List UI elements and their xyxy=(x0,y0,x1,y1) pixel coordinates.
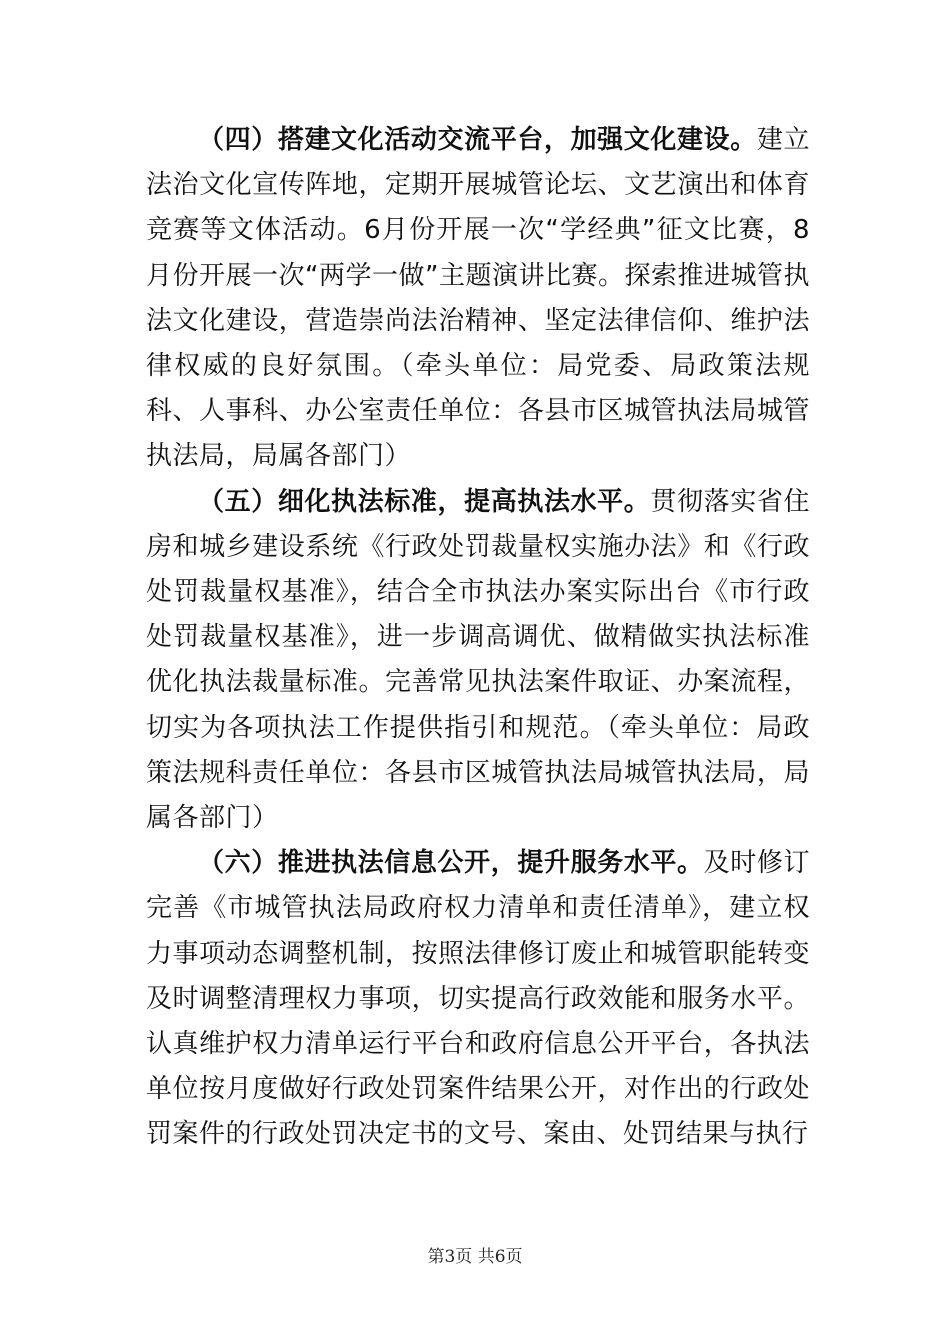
paragraph-enforcement-standards xyxy=(146,480,810,842)
paragraph-culture-platform xyxy=(146,118,810,480)
paragraph-heading: （四）搭建文化活动交流平台，加强文化建设。 xyxy=(198,125,757,155)
paragraph-heading: （六）推进执法信息公开，提升服务水平。 xyxy=(198,848,704,879)
paragraph-text: 及时修订完善《市城管执法局政府权力清单和责任清单》，建立权力事项动态调整机制，按照法律修订废止和城管职能转变及时调整清理权力事项，切实提高行政效能和服务水平。认真维护权力清单运行平台和政府信息公开平台，各执法单位按月度做好行政处罚案件结果公开，对作出的行政处罚案件的行政处罚决定书的文号、案由、处罚结果与执行 xyxy=(146,848,810,1150)
paragraph-text: 贯彻落实省住房和城乡建设系统《行政处罚裁量权实施办法》和《行政处罚裁量权基准》，结合全市执法办案实际出台《市行政处罚裁量权基准》，进一步调高调优、做精做实执法标准优化执法裁量标准。完善常见执法案件取证、办案流程，切实为各项执法工作提供指引和规范。（牵头单位：局政策法规科责任单位：各县市区城管执法局城管执法局，局属各部门） xyxy=(146,486,810,834)
page-number-footer: 第3页 共6页 xyxy=(427,1247,523,1267)
document-body xyxy=(146,118,810,1158)
paragraph-information-disclosure xyxy=(146,841,810,1157)
paragraph-heading: （五）细化执法标准，提高执法水平。 xyxy=(198,486,651,517)
paragraph-text: 建立法治文化宣传阵地，定期开展城管论坛、文艺演出和体育竞赛等文体活动。6月份开展一次“学经典”征文比赛，8月份开展一次“两学一做”主题演讲比赛。探索推进城管执法文化建设，营造崇尚法治精神、坚定法律信仰、维护法律权威的良好氛围。（牵头单位：局党委、局政策法规科、人事科、办公室责任单位：各县市区城管执法局城管执法局，局属各部门） xyxy=(146,125,810,472)
